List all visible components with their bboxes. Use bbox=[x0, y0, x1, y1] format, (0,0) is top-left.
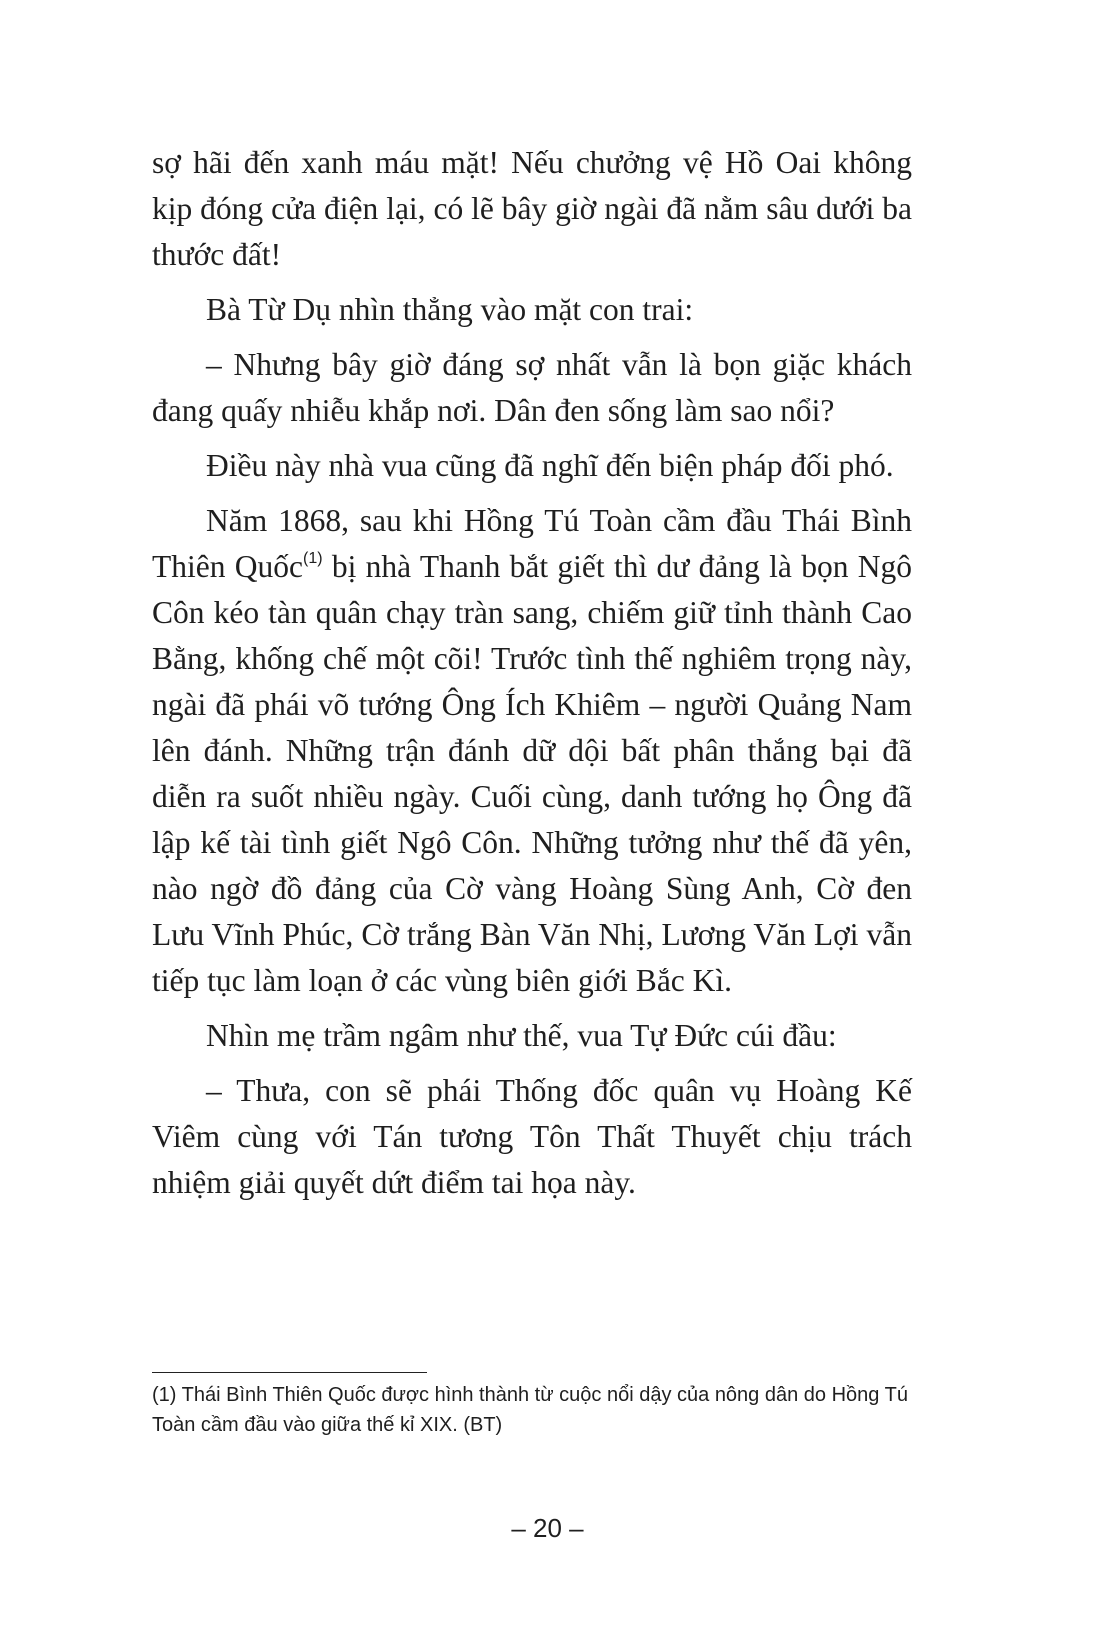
paragraph-3: – Nhưng bây giờ đáng sợ nhất vẫn là bọn giặc khách đang quấy nhiễu khắp nơi. Dân đen sống làm sao nổi? bbox=[152, 347, 912, 428]
paragraph-5-rest: bị nhà Thanh bắt giết thì dư đảng là bọn Ngô Côn kéo tàn quân chạy tràn sang, chiếm giữ tỉnh thành Cao Bằng, khống chế một cõi! Trước tình thế nghiêm trọng này, ngài đã phái võ tướng Ông Ích Khiêm – người Quảng Nam lên đánh. Những trận đánh dữ dội bất phân thắng bại đã diễn ra suốt nhiều ngày. Cuối cùng, danh tướng họ Ông đã lập kế tài tình giết Ngô Côn. Những tưởng như thế đã yên, nào ngờ đồ đảng của Cờ vàng Hoàng Sùng Anh, Cờ đen Lưu Vĩnh Phúc, Cờ trắng Bàn Văn Nhị, Lương Văn Lợi vẫn tiếp tục làm loạn ở các vùng biên giới Bắc Kì. bbox=[152, 549, 912, 998]
footnote: (1) Thái Bình Thiên Quốc được hình thành từ cuộc nổi dậy của nông dân do Hồng Tú Toàn cầm đầu vào giữa thế kỉ XIX. (BT) bbox=[152, 1384, 908, 1436]
paragraph-1: sợ hãi đến xanh máu mặt! Nếu chưởng vệ Hồ Oai không kịp đóng cửa điện lại, có lẽ bây giờ ngài đã nằm sâu dưới ba thước đất! bbox=[152, 145, 912, 272]
paragraph-2: Bà Từ Dụ nhìn thẳng vào mặt con trai: bbox=[206, 292, 694, 327]
footnote-divider bbox=[152, 1372, 427, 1373]
paragraph-7: – Thưa, con sẽ phái Thống đốc quân vụ Hoàng Kế Viêm cùng với Tán tương Tôn Thất Thuyết chịu trách nhiệm giải quyết dứt điểm tai họa này. bbox=[152, 1073, 912, 1200]
footnote-reference: (1) bbox=[303, 550, 323, 567]
paragraph-6: Nhìn mẹ trầm ngâm như thế, vua Tự Đức cúi đầu: bbox=[206, 1018, 837, 1053]
paragraph-4: Điều này nhà vua cũng đã nghĩ đến biện pháp đối phó. bbox=[206, 448, 894, 483]
paragraph-5-start: Năm 1868, sau khi Hồng Tú Toàn cầm đầu Thái Bình Thiên Quốc bbox=[152, 503, 912, 584]
page-number: – 20 – bbox=[511, 1513, 584, 1543]
body-text bbox=[152, 140, 912, 1215]
paragraph-5 bbox=[152, 498, 912, 1004]
